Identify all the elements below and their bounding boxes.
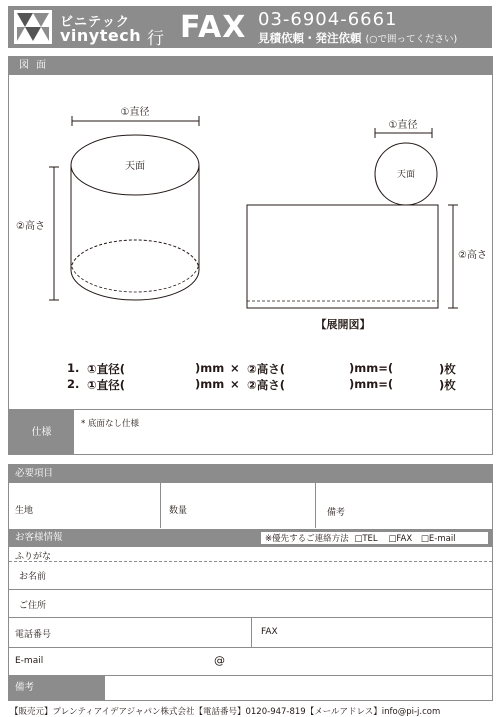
address-label: ご住所 (19, 601, 47, 611)
spec-row (9, 409, 492, 455)
notes-label: 備考 (327, 508, 346, 518)
customer-section-label: お客様情報 (15, 532, 63, 543)
development-caption: 【展開図】 (315, 318, 371, 331)
customer-section-title (9, 529, 492, 547)
fax-label: FAX (180, 10, 247, 45)
order-diameter-label: ①直径( (87, 378, 125, 392)
order-sheet-unit: )枚 (439, 362, 456, 376)
fax-subtitle-main: 見積依頼・発注依頼 (258, 31, 362, 45)
fax-field-label: FAX (261, 627, 278, 637)
development-top-label: 天面 (396, 170, 416, 180)
name-label: お名前 (19, 572, 47, 582)
order-diameter-unit: )mm (195, 361, 225, 375)
order-diameter-unit: )mm (195, 377, 225, 391)
required-section-title: 必要項目 (9, 465, 492, 483)
contact-priority-label: ※優先するご連絡方法 (265, 534, 349, 544)
fax-subtitle-note: (○で囲ってください) (365, 34, 458, 45)
cylinder-height-label: ②高さ (16, 221, 45, 232)
order-times-sign: × (230, 377, 240, 391)
divider (160, 483, 161, 528)
divider (251, 617, 252, 647)
furigana-divider (9, 561, 492, 562)
order-diameter-label: ①直径( (87, 362, 125, 376)
order-sheet-unit: )枚 (439, 378, 456, 392)
cylinder-top-label: 天面 (125, 161, 145, 172)
order-line-number: 1. (67, 361, 80, 375)
contact-option-email[interactable]: □E-mail (420, 534, 456, 544)
spec-label: 仕様 (9, 410, 74, 455)
order-times-sign: × (230, 361, 240, 375)
email-at-sign: @ (214, 654, 225, 667)
vinytech-logo-mark (14, 10, 52, 44)
fax-number: 03-6904-6661 (258, 9, 398, 30)
order-height-unit: )mm=( (349, 377, 394, 391)
logo-suffix: 行 (147, 29, 164, 49)
remarks-label: 備考 (9, 676, 105, 700)
logo-name: vinytech (60, 26, 142, 45)
cylinder-diameter-label: ①直径 (120, 107, 150, 118)
order-line-number: 2. (67, 377, 80, 391)
fabric-label: 生地 (15, 506, 34, 516)
logo-kana: ビニテック (60, 15, 131, 30)
development-height-label: ②高さ (458, 250, 487, 261)
contact-priority-box (260, 531, 489, 545)
email-label: E-mail (15, 656, 44, 666)
cylinder-bottom-back (71, 240, 199, 270)
order-height-unit: )mm=( (349, 361, 394, 375)
contact-option-tel[interactable]: □TEL (354, 534, 378, 544)
cylinder-hem-dashed (71, 262, 199, 292)
phone-label: 電話番号 (15, 630, 52, 640)
divider (9, 589, 492, 590)
drawing-section-title: 図 面 (9, 57, 492, 75)
order-form (8, 464, 493, 701)
development-diameter-label: ①直径 (388, 120, 418, 131)
order-height-label: ②高さ( (247, 362, 285, 376)
furigana-label: ふりがな (15, 552, 52, 562)
spec-note: * 底面なし仕様 (81, 419, 139, 429)
development-side-rect (247, 205, 438, 308)
drawing-section (8, 56, 493, 455)
order-height-label: ②高さ( (247, 378, 285, 392)
footer-seller-info: 【販売元】プレンティアイデアジャパン株式会社【電話番号】0120-947-819【メールアドレス】info@pi-j.com (10, 707, 441, 717)
drawing-diagram (9, 57, 492, 409)
divider (315, 483, 316, 528)
fax-subtitle (258, 30, 457, 46)
header-bar (8, 6, 492, 48)
quantity-label: 数量 (169, 506, 188, 516)
cylinder-bottom-front (71, 270, 199, 300)
divider (9, 647, 492, 648)
contact-option-fax[interactable]: □FAX (388, 534, 413, 544)
